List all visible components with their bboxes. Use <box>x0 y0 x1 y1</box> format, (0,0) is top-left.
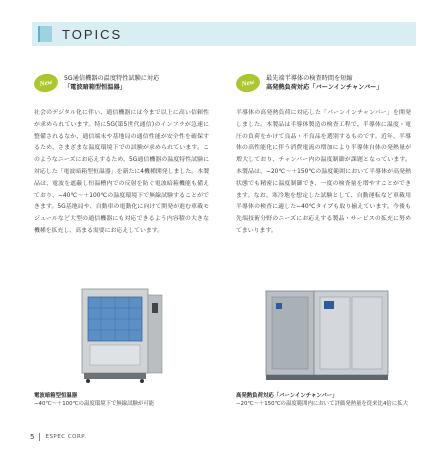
left-heading-line2: 「電波暗箱型恒温器」 <box>64 84 126 91</box>
left-caption-sub: −40℃〜＋100℃の温度環境下で無線試験が可能 <box>34 401 155 407</box>
right-caption <box>236 392 416 408</box>
left-body-text: 社会のデジタル化に伴い、通信機器には今まで以上に高い信頼性が求められています。特に5G(第5世代通信)のインフラが急速に整備されるなか、通信端末や基地局の通信性能が安全性を確保するため、さまざまな温度環境下での試験が求められています。このようなニーズにお応えするため、5G通信機器の温度特性試験に対応した「電波暗箱型恒温器」を新たに4機種開発しました。本製品は、電波を遮蔽し恒温槽内での反射を防ぐ電波暗箱機能も備えており、−40℃〜＋100℃の温度環境下で無線試験することができます。5G基地局や、自動車の電動化に向けて開発が進む車載モジュールなど大型の通信機器にも対応できるよう内容積の大きな機種を拡充し、高まる需要にお応えしています。 <box>34 110 209 234</box>
left-caption <box>34 392 214 408</box>
page-footer <box>30 433 87 441</box>
page-title: TOPICS <box>62 26 123 42</box>
right-heading <box>236 74 411 102</box>
right-body-text: 半導体の高発熱負荷に対応した「バーンインチャンバー」を開発しました。本製品は半導体製造の検査工程で、半導体に温度・電圧の負荷をかけて良品・不良品を選別するものです。近年、半導体の高性能化に伴う消費電流の増加により半導体自体の発熱量が増大しており、チャンバー内の温度制御が課題となっています。本製品は、−20℃〜＋150℃の温度範囲において半導体が高発熱状態でも精密に温度制御でき、一度の検査量を増やすことができます。なお、寒冷地を想定した試験として、自動運転など車載用半導体の検査に適した−40℃タイプも取り揃えています。今後も先端技術分野のニーズにお応えする製品・サービスの拡充に努めてまいります。 <box>236 110 411 234</box>
topics-banner <box>32 22 416 46</box>
burn-in-chamber-photo <box>236 283 411 388</box>
right-article <box>236 74 411 238</box>
right-heading-line2: 高発熱負荷対応「バーンインチャンバー」 <box>266 84 383 91</box>
left-heading-line1: 5G通信機器の温度特性試験に対応 <box>64 75 160 82</box>
left-caption-title: 電波暗箱型恒温器 <box>34 393 78 399</box>
left-article <box>34 74 209 238</box>
right-caption-sub: −20℃〜＋150℃の温度範囲内において評価発熱量を従来比4倍に拡大 <box>236 401 408 407</box>
banner-accent-bar <box>38 26 52 42</box>
new-badge-icon: New <box>235 72 262 94</box>
right-heading-line1: 最先端半導体の検査時間を短縮 <box>266 75 353 82</box>
anechoic-chamber-photo <box>34 283 209 388</box>
left-heading <box>34 74 209 102</box>
new-badge-icon: New <box>33 72 60 94</box>
footer-divider <box>39 433 40 441</box>
right-caption-title: 高発熱負荷対応「バーンインチャンバー」 <box>236 393 338 399</box>
page-number: 5 <box>30 433 35 441</box>
company-name: ESPEC CORP. <box>45 434 87 440</box>
